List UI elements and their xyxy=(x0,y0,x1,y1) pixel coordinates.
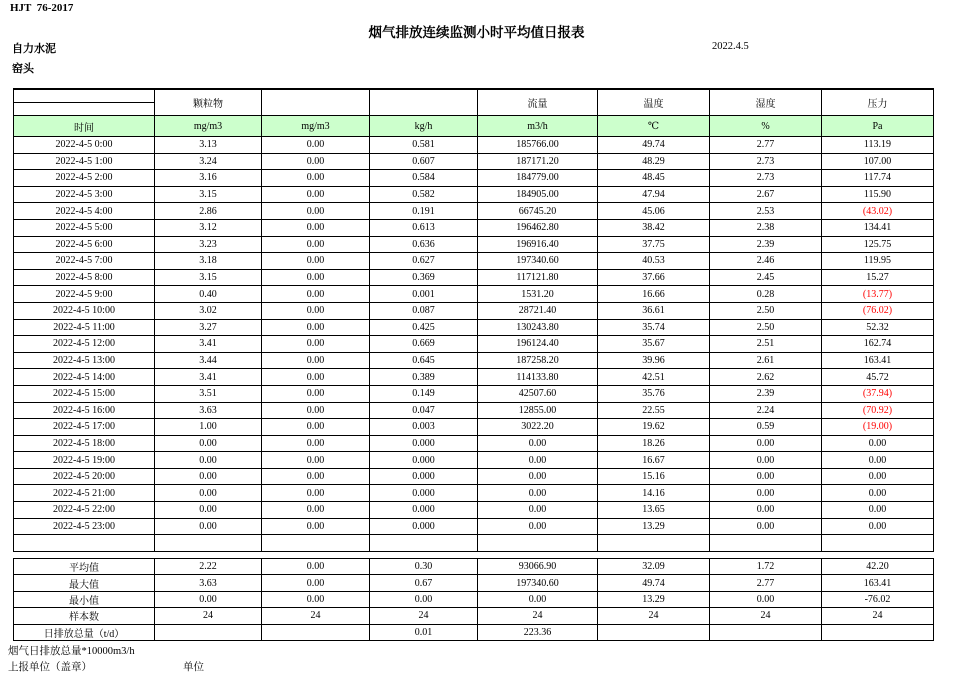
value-cell: 16.66 xyxy=(598,286,710,303)
summary-row xyxy=(14,575,934,591)
header-humidity: 湿度 xyxy=(710,89,822,116)
value-cell: 0.00 xyxy=(478,435,598,452)
value-cell xyxy=(598,624,710,640)
value-cell: 163.41 xyxy=(822,575,934,591)
value-cell: 0.00 xyxy=(262,518,370,535)
value-cell: 18.26 xyxy=(598,435,710,452)
time-cell: 2022-4-5 17:00 xyxy=(14,419,155,436)
summary-rows xyxy=(14,559,934,641)
value-cell: 2.77 xyxy=(710,137,822,154)
value-cell: 3022.20 xyxy=(478,419,598,436)
report-date: 2022.4.5 xyxy=(712,41,749,52)
time-cell: 2022-4-5 9:00 xyxy=(14,286,155,303)
company-name: 自力水泥 xyxy=(12,43,56,55)
value-cell: 0.00 xyxy=(155,485,262,502)
value-cell: 0.00 xyxy=(262,575,370,591)
value-cell: 3.18 xyxy=(155,253,262,270)
value-cell: 24 xyxy=(370,608,478,624)
table-row xyxy=(14,402,934,419)
value-cell: 0.00 xyxy=(262,352,370,369)
value-cell: 0.000 xyxy=(370,452,478,469)
unit-percent: % xyxy=(710,116,822,137)
table-row xyxy=(14,253,934,270)
value-cell: 52.32 xyxy=(822,319,934,336)
value-cell xyxy=(262,624,370,640)
time-cell: 2022-4-5 7:00 xyxy=(14,253,155,270)
value-cell: 2.77 xyxy=(710,575,822,591)
value-cell: 0.000 xyxy=(370,468,478,485)
value-cell: 0.087 xyxy=(370,302,478,319)
value-cell: 0.00 xyxy=(262,186,370,203)
value-cell: 0.00 xyxy=(262,502,370,519)
value-cell: 196124.40 xyxy=(478,336,598,353)
value-cell: 0.607 xyxy=(370,153,478,170)
value-cell: 0.00 xyxy=(822,518,934,535)
value-cell: 0.00 xyxy=(262,219,370,236)
value-cell: 196916.40 xyxy=(478,236,598,253)
value-cell: 0.584 xyxy=(370,170,478,187)
table-row xyxy=(14,236,934,253)
value-cell: 197340.60 xyxy=(478,575,598,591)
value-cell: 0.00 xyxy=(370,591,478,607)
header-flow: 流量 xyxy=(478,89,598,116)
value-cell: 2.50 xyxy=(710,302,822,319)
value-cell: 2.86 xyxy=(155,203,262,220)
value-cell: 13.29 xyxy=(598,518,710,535)
summary-row xyxy=(14,624,934,640)
time-cell: 2022-4-5 18:00 xyxy=(14,435,155,452)
value-cell: 3.63 xyxy=(155,402,262,419)
value-cell: 3.13 xyxy=(155,137,262,154)
value-cell: 3.41 xyxy=(155,369,262,386)
time-cell: 2022-4-5 16:00 xyxy=(14,402,155,419)
value-cell: 125.75 xyxy=(822,236,934,253)
summary-row xyxy=(14,559,934,575)
value-cell: 0.582 xyxy=(370,186,478,203)
time-cell: 2022-4-5 14:00 xyxy=(14,369,155,386)
value-cell: (37.94) xyxy=(822,385,934,402)
value-cell: 187258.20 xyxy=(478,352,598,369)
value-cell: (70.92) xyxy=(822,402,934,419)
value-cell: 0.67 xyxy=(370,575,478,591)
value-cell: 0.00 xyxy=(710,468,822,485)
value-cell: 0.00 xyxy=(710,591,822,607)
value-cell: 3.16 xyxy=(155,170,262,187)
empty-row xyxy=(14,535,934,552)
value-cell: 48.29 xyxy=(598,153,710,170)
value-cell: 49.74 xyxy=(598,137,710,154)
time-cell: 2022-4-5 23:00 xyxy=(14,518,155,535)
table-row xyxy=(14,170,934,187)
value-cell: 24 xyxy=(262,608,370,624)
table-row xyxy=(14,302,934,319)
value-cell: 0.00 xyxy=(262,153,370,170)
value-cell: 0.00 xyxy=(822,468,934,485)
unit-m3h: m3/h xyxy=(478,116,598,137)
value-cell: 184905.00 xyxy=(478,186,598,203)
value-cell: 16.67 xyxy=(598,452,710,469)
value-cell: 2.53 xyxy=(710,203,822,220)
value-cell: 2.39 xyxy=(710,236,822,253)
summary-row xyxy=(14,608,934,624)
value-cell: 0.00 xyxy=(478,502,598,519)
value-cell: 187171.20 xyxy=(478,153,598,170)
value-cell: 2.73 xyxy=(710,153,822,170)
summary-label-cell: 最大值 xyxy=(14,575,155,591)
value-cell: 0.047 xyxy=(370,402,478,419)
value-cell: 0.149 xyxy=(370,385,478,402)
table-row xyxy=(14,419,934,436)
value-cell: 117121.80 xyxy=(478,269,598,286)
table-row xyxy=(14,319,934,336)
page-title: 烟气排放连续监测小时平均值日报表 xyxy=(368,25,585,40)
header-time-top-cell xyxy=(14,89,155,103)
value-cell: 66745.20 xyxy=(478,203,598,220)
value-cell: 0.00 xyxy=(262,435,370,452)
unit-mgm3-1: mg/m3 xyxy=(155,116,262,137)
value-cell: 3.02 xyxy=(155,302,262,319)
unit-label: 单位 xyxy=(183,662,204,673)
value-cell: 47.94 xyxy=(598,186,710,203)
value-cell: 3.63 xyxy=(155,575,262,591)
time-cell: 2022-4-5 2:00 xyxy=(14,170,155,187)
value-cell: 39.96 xyxy=(598,352,710,369)
value-cell: 14.16 xyxy=(598,485,710,502)
value-cell: 3.15 xyxy=(155,186,262,203)
report-unit-label: 上报单位（盖章） xyxy=(8,662,92,673)
value-cell: 2.46 xyxy=(710,253,822,270)
table-row xyxy=(14,452,934,469)
table-row xyxy=(14,502,934,519)
value-cell: 134.41 xyxy=(822,219,934,236)
value-cell: 49.74 xyxy=(598,575,710,591)
table-row xyxy=(14,385,934,402)
value-cell: 1.72 xyxy=(710,559,822,575)
value-cell: 15.16 xyxy=(598,468,710,485)
value-cell: 24 xyxy=(155,608,262,624)
value-cell: 13.29 xyxy=(598,591,710,607)
table-row xyxy=(14,286,934,303)
value-cell: 0.00 xyxy=(262,419,370,436)
value-cell: 1.00 xyxy=(155,419,262,436)
value-cell: 0.00 xyxy=(262,591,370,607)
summary-label-cell: 平均值 xyxy=(14,559,155,575)
value-cell: 0.00 xyxy=(262,203,370,220)
value-cell: 0.581 xyxy=(370,137,478,154)
value-cell: 0.645 xyxy=(370,352,478,369)
time-cell: 2022-4-5 21:00 xyxy=(14,485,155,502)
value-cell: 2.61 xyxy=(710,352,822,369)
value-cell: 0.00 xyxy=(262,236,370,253)
value-cell: 119.95 xyxy=(822,253,934,270)
unit-kgh: kg/h xyxy=(370,116,478,137)
value-cell: (13.77) xyxy=(822,286,934,303)
summary-table xyxy=(13,558,934,641)
table-row xyxy=(14,435,934,452)
value-cell: 0.001 xyxy=(370,286,478,303)
value-cell: (76.02) xyxy=(822,302,934,319)
value-cell: 0.000 xyxy=(370,485,478,502)
time-cell: 2022-4-5 19:00 xyxy=(14,452,155,469)
value-cell: 2.50 xyxy=(710,319,822,336)
value-cell: 0.00 xyxy=(262,385,370,402)
value-cell: 19.62 xyxy=(598,419,710,436)
value-cell: 24 xyxy=(478,608,598,624)
value-cell: 93066.90 xyxy=(478,559,598,575)
time-cell: 2022-4-5 3:00 xyxy=(14,186,155,203)
value-cell: 3.41 xyxy=(155,336,262,353)
value-cell: 0.636 xyxy=(370,236,478,253)
value-cell: 35.76 xyxy=(598,385,710,402)
value-cell: 0.00 xyxy=(155,518,262,535)
value-cell: 2.73 xyxy=(710,170,822,187)
value-cell: 38.42 xyxy=(598,219,710,236)
value-cell: 0.00 xyxy=(478,518,598,535)
main-table xyxy=(13,88,934,552)
time-cell: 2022-4-5 5:00 xyxy=(14,219,155,236)
value-cell: 0.00 xyxy=(262,369,370,386)
table-row xyxy=(14,137,934,154)
header-pressure: 压力 xyxy=(822,89,934,116)
table-row xyxy=(14,186,934,203)
header-temperature: 温度 xyxy=(598,89,710,116)
value-cell: 0.00 xyxy=(822,502,934,519)
value-cell: 24 xyxy=(710,608,822,624)
value-cell: 107.00 xyxy=(822,153,934,170)
value-cell: 162.74 xyxy=(822,336,934,353)
value-cell: 0.00 xyxy=(262,137,370,154)
value-cell: 37.75 xyxy=(598,236,710,253)
value-cell: 0.59 xyxy=(710,419,822,436)
value-cell: 2.22 xyxy=(155,559,262,575)
value-cell: 0.00 xyxy=(262,485,370,502)
value-cell: 3.15 xyxy=(155,269,262,286)
time-cell: 2022-4-5 12:00 xyxy=(14,336,155,353)
trailing-empty-row-group xyxy=(14,535,934,552)
value-cell: 223.36 xyxy=(478,624,598,640)
value-cell: 48.45 xyxy=(598,170,710,187)
value-cell: 0.00 xyxy=(710,502,822,519)
value-cell: 32.09 xyxy=(598,559,710,575)
value-cell: 0.00 xyxy=(710,435,822,452)
time-cell: 2022-4-5 20:00 xyxy=(14,468,155,485)
value-cell: 0.627 xyxy=(370,253,478,270)
value-cell: (43.02) xyxy=(822,203,934,220)
value-cell: 0.00 xyxy=(155,435,262,452)
time-cell: 2022-4-5 15:00 xyxy=(14,385,155,402)
summary-label-cell: 样本数 xyxy=(14,608,155,624)
value-cell xyxy=(155,624,262,640)
value-cell: 0.01 xyxy=(370,624,478,640)
table-row xyxy=(14,219,934,236)
value-cell: 0.00 xyxy=(155,468,262,485)
value-cell: 115.90 xyxy=(822,186,934,203)
value-cell: 0.00 xyxy=(155,452,262,469)
value-cell: 45.72 xyxy=(822,369,934,386)
site-name: 窑头 xyxy=(12,63,34,75)
value-cell: 2.24 xyxy=(710,402,822,419)
value-cell: 42507.60 xyxy=(478,385,598,402)
data-rows xyxy=(14,137,934,535)
time-cell: 2022-4-5 6:00 xyxy=(14,236,155,253)
value-cell: 0.00 xyxy=(155,502,262,519)
time-cell: 2022-4-5 1:00 xyxy=(14,153,155,170)
value-cell: 113.19 xyxy=(822,137,934,154)
value-cell: 35.67 xyxy=(598,336,710,353)
value-cell: 0.00 xyxy=(478,452,598,469)
header-particulate: 颗粒物 xyxy=(155,89,262,116)
table-row xyxy=(14,336,934,353)
value-cell: 0.00 xyxy=(710,518,822,535)
value-cell: 42.51 xyxy=(598,369,710,386)
summary-row xyxy=(14,591,934,607)
value-cell: 2.62 xyxy=(710,369,822,386)
value-cell: -76.02 xyxy=(822,591,934,607)
value-cell: 22.55 xyxy=(598,402,710,419)
value-cell: 130243.80 xyxy=(478,319,598,336)
value-cell: 2.38 xyxy=(710,219,822,236)
value-cell: 0.00 xyxy=(262,559,370,575)
value-cell: 0.00 xyxy=(822,435,934,452)
value-cell: 2.67 xyxy=(710,186,822,203)
value-cell: 28721.40 xyxy=(478,302,598,319)
unit-header-row xyxy=(14,116,934,137)
value-cell: 0.00 xyxy=(262,452,370,469)
value-cell: 40.53 xyxy=(598,253,710,270)
table-row xyxy=(14,269,934,286)
value-cell: 0.00 xyxy=(262,253,370,270)
value-cell xyxy=(710,624,822,640)
value-cell: 0.00 xyxy=(710,452,822,469)
value-cell: 3.12 xyxy=(155,219,262,236)
unit-mgm3-2: mg/m3 xyxy=(262,116,370,137)
value-cell: 2.45 xyxy=(710,269,822,286)
time-cell: 2022-4-5 22:00 xyxy=(14,502,155,519)
header-time-bottom-cell xyxy=(14,103,155,116)
table-row xyxy=(14,468,934,485)
unit-celsius: ℃ xyxy=(598,116,710,137)
value-cell: 3.27 xyxy=(155,319,262,336)
value-cell: 0.000 xyxy=(370,435,478,452)
value-cell: 0.00 xyxy=(262,286,370,303)
value-cell: 0.00 xyxy=(822,485,934,502)
header-blank-2 xyxy=(370,89,478,116)
value-cell: 2.51 xyxy=(710,336,822,353)
value-cell: 0.30 xyxy=(370,559,478,575)
value-cell: 35.74 xyxy=(598,319,710,336)
value-cell: 3.51 xyxy=(155,385,262,402)
value-cell: 24 xyxy=(598,608,710,624)
value-cell: 3.24 xyxy=(155,153,262,170)
value-cell: 3.23 xyxy=(155,236,262,253)
value-cell: 13.65 xyxy=(598,502,710,519)
value-cell: 0.191 xyxy=(370,203,478,220)
table-row xyxy=(14,518,934,535)
time-cell: 2022-4-5 4:00 xyxy=(14,203,155,220)
time-cell: 2022-4-5 10:00 xyxy=(14,302,155,319)
doc-code: HJT 76-2017 xyxy=(10,2,74,14)
value-cell: 15.27 xyxy=(822,269,934,286)
value-cell: 3.44 xyxy=(155,352,262,369)
value-cell: 0.00 xyxy=(262,319,370,336)
header-blank-1 xyxy=(262,89,370,116)
value-cell: 0.00 xyxy=(262,302,370,319)
value-cell: 0.40 xyxy=(155,286,262,303)
value-cell: 0.000 xyxy=(370,518,478,535)
value-cell: 45.06 xyxy=(598,203,710,220)
value-cell: 37.66 xyxy=(598,269,710,286)
value-cell: 0.613 xyxy=(370,219,478,236)
value-cell: 0.00 xyxy=(262,170,370,187)
value-cell: 0.00 xyxy=(710,485,822,502)
table-row xyxy=(14,153,934,170)
value-cell: 117.74 xyxy=(822,170,934,187)
value-cell: 0.00 xyxy=(262,468,370,485)
value-cell: 197340.60 xyxy=(478,253,598,270)
value-cell: 0.00 xyxy=(262,336,370,353)
value-cell xyxy=(822,624,934,640)
table-row xyxy=(14,369,934,386)
value-cell: 0.00 xyxy=(478,591,598,607)
value-cell: 114133.80 xyxy=(478,369,598,386)
value-cell: 163.41 xyxy=(822,352,934,369)
value-cell: 42.20 xyxy=(822,559,934,575)
summary-label-cell: 日排放总量（t/d） xyxy=(14,624,155,640)
unit-time: 时间 xyxy=(14,116,155,137)
value-cell: 1531.20 xyxy=(478,286,598,303)
group-header-row xyxy=(14,89,934,103)
table-row xyxy=(14,352,934,369)
value-cell: 0.00 xyxy=(262,269,370,286)
unit-pa: Pa xyxy=(822,116,934,137)
value-cell: 0.003 xyxy=(370,419,478,436)
value-cell: 0.00 xyxy=(262,402,370,419)
time-cell: 2022-4-5 8:00 xyxy=(14,269,155,286)
value-cell: 0.000 xyxy=(370,502,478,519)
value-cell: 0.00 xyxy=(155,591,262,607)
value-cell: 196462.80 xyxy=(478,219,598,236)
time-cell: 2022-4-5 13:00 xyxy=(14,352,155,369)
value-cell: 184779.00 xyxy=(478,170,598,187)
time-cell: 2022-4-5 11:00 xyxy=(14,319,155,336)
value-cell: 36.61 xyxy=(598,302,710,319)
time-cell: 2022-4-5 0:00 xyxy=(14,137,155,154)
value-cell: 185766.00 xyxy=(478,137,598,154)
value-cell: 0.369 xyxy=(370,269,478,286)
table-row xyxy=(14,485,934,502)
value-cell: 12855.00 xyxy=(478,402,598,419)
summary-label-cell: 最小值 xyxy=(14,591,155,607)
value-cell: 0.28 xyxy=(710,286,822,303)
value-cell: 0.669 xyxy=(370,336,478,353)
value-cell: 24 xyxy=(822,608,934,624)
value-cell: 0.00 xyxy=(478,485,598,502)
footer-note: 烟气日排放总量*10000m3/h xyxy=(8,646,135,657)
value-cell: 0.00 xyxy=(478,468,598,485)
value-cell: 0.00 xyxy=(822,452,934,469)
value-cell: 0.389 xyxy=(370,369,478,386)
value-cell: 2.39 xyxy=(710,385,822,402)
table-row xyxy=(14,203,934,220)
value-cell: (19.00) xyxy=(822,419,934,436)
value-cell: 0.425 xyxy=(370,319,478,336)
